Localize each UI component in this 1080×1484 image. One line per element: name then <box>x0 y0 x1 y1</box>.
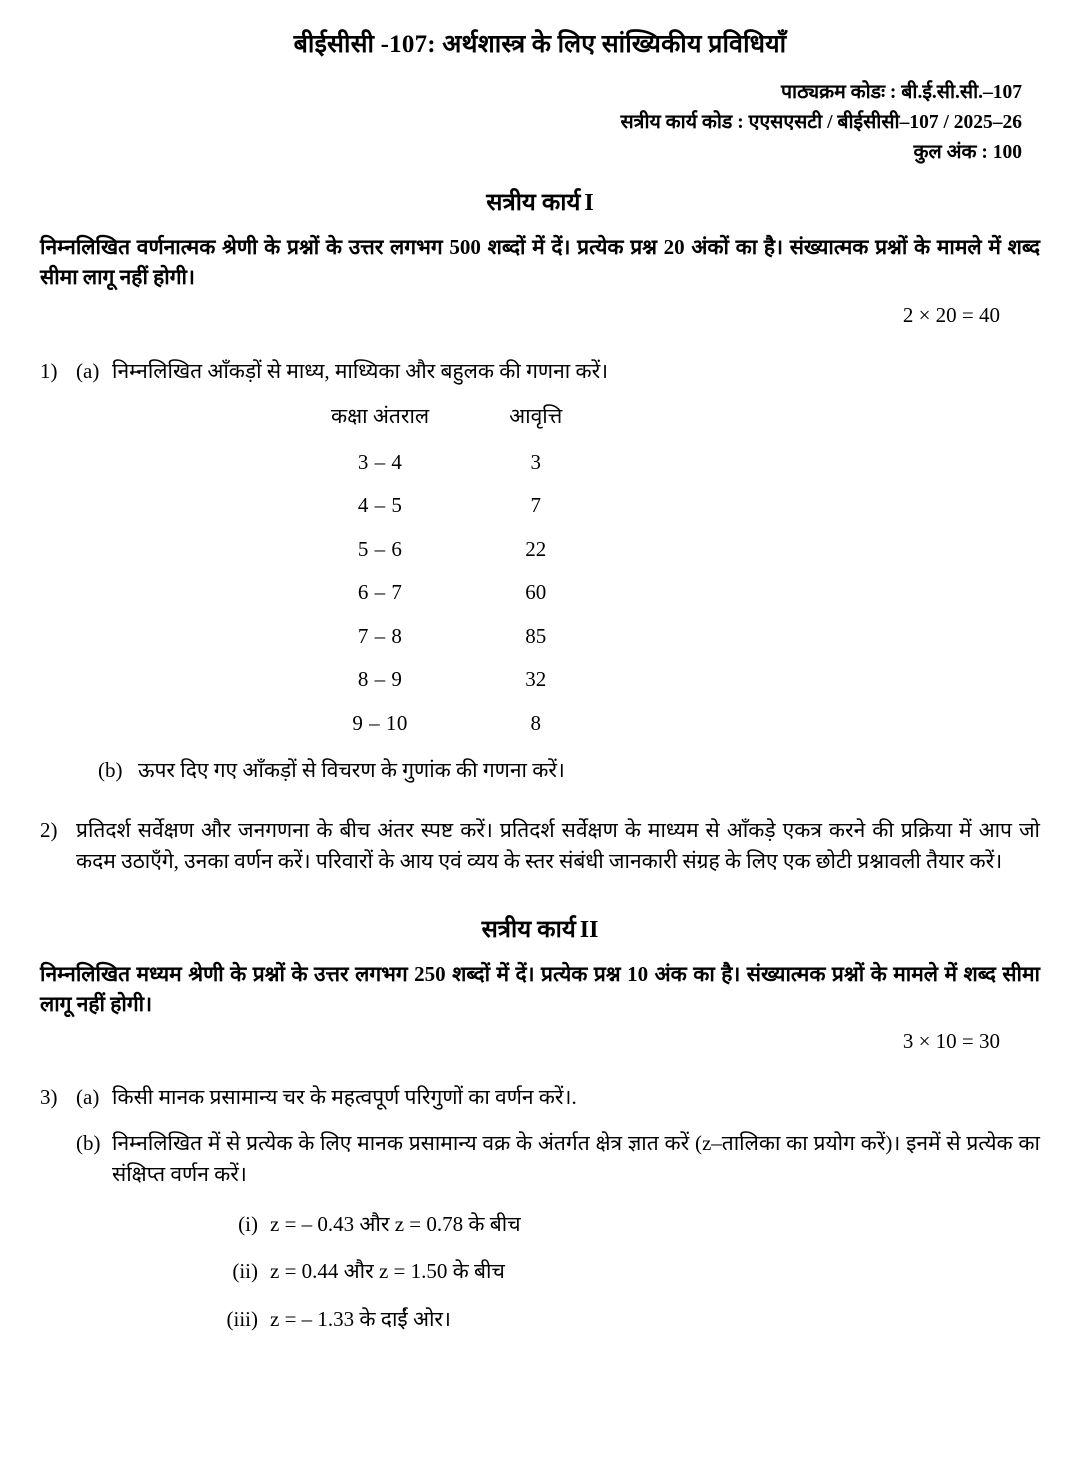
cell-class-interval: 6 – 7 <box>357 580 403 605</box>
cell-frequency: 8 <box>530 710 541 735</box>
question-3-number: 3) <box>40 1085 58 1110</box>
question-1 <box>40 356 1040 787</box>
table-row <box>291 441 602 485</box>
question-1-body <box>76 356 1040 787</box>
table-row <box>291 615 602 659</box>
question-2 <box>40 815 1040 878</box>
question-1-part-a-text: निम्नलिखित आँकड़ों से माध्य, माध्यिका और बहुलक की गणना करें। <box>112 358 609 383</box>
table-row <box>291 702 602 746</box>
cell-frequency: 22 <box>525 536 547 561</box>
question-3-part-a-label: (a) <box>76 1085 100 1110</box>
cell-frequency: 3 <box>530 449 541 474</box>
section-2-heading <box>40 912 1040 945</box>
cell-frequency: 32 <box>525 667 547 692</box>
section-2-roman: II <box>579 916 599 943</box>
question-1-number: 1) <box>40 358 58 383</box>
table-row <box>291 658 602 702</box>
frequency-table <box>291 399 602 745</box>
cell-class-interval: 3 – 4 <box>357 449 403 474</box>
table-header-class-interval: कक्षा अंतराल <box>331 404 430 429</box>
question-3-body <box>76 1082 1040 1351</box>
section-1-heading-text: सत्रीय कार्य <box>486 189 581 216</box>
question-1-part-b <box>98 755 1040 787</box>
page-title: बीईसीसी -107: अर्थशास्त्र के लिए सांख्यिकीय प्रविधियाँ <box>293 31 787 58</box>
section-2-instruction: निम्नलिखित मध्यम श्रेणी के प्रश्नों के उत्तर लगभग 250 शब्दों में दें। प्रत्येक प्रश्न 10 अंक का है। संख्यात्मक प्रश्नों के मामले में शब्द सीमा लागू नहीं होगी। <box>40 961 1040 1016</box>
roman-index: (ii) <box>232 1259 258 1284</box>
roman-index: (i) <box>238 1211 258 1236</box>
table-row <box>291 528 602 572</box>
table-row <box>291 571 602 615</box>
roman-text: z = – 1.33 के दाईं ओर। <box>270 1306 451 1331</box>
section-1-heading <box>40 185 1040 218</box>
cell-frequency: 60 <box>525 580 547 605</box>
course-meta-block <box>40 78 1022 169</box>
cell-class-interval: 7 – 8 <box>357 623 403 648</box>
cell-class-interval: 9 – 10 <box>352 710 408 735</box>
course-code: पाठ्यक्रम कोडः : बी.ई.सी.सी.–107 <box>780 82 1022 103</box>
roman-text: z = – 0.43 और z = 0.78 के बीच <box>270 1211 521 1236</box>
question-3-part-b-label: (b) <box>76 1130 101 1155</box>
question-1-part-b-text: ऊपर दिए गए आँकड़ों से विचरण के गुणांक की गणना करें। <box>138 758 565 783</box>
cell-class-interval: 4 – 5 <box>357 493 403 518</box>
list-item <box>206 1256 1040 1288</box>
roman-index: (iii) <box>226 1306 258 1331</box>
roman-text: z = 0.44 और z = 1.50 के बीच <box>270 1259 505 1284</box>
question-3-part-b-text: निम्नलिखित में से प्रत्येक के लिए मानक प्रसामान्य वक्र के अंतर्गत क्षेत्र ज्ञात करें (z–तालिका का प्रयोग करें)। इनमें से प्रत्येक का संक्षिप्त वर्णन करें। <box>112 1130 1040 1187</box>
table-row <box>291 484 602 528</box>
list-item <box>206 1209 1040 1241</box>
question-1-part-a <box>76 356 1040 388</box>
question-3-roman-list <box>206 1209 1040 1336</box>
question-3-part-b <box>76 1128 1040 1191</box>
question-2-text: प्रतिदर्श सर्वेक्षण और जनगणना के बीच अंतर स्पष्ट करें। प्रतिदर्श सर्वेक्षण के माध्यम से आँकड़े एकत्र करने की प्रक्रिया में आप जो कदम उठाएँगे, उनका वर्णन करें। परिवारों के आय एवं व्यय के स्तर संबंधी जानकारी संग्रह के लिए एक छोटी प्रश्नावली तैयार करें। <box>76 817 1040 874</box>
section-2-heading-text: सत्रीय कार्य <box>481 916 576 943</box>
list-item <box>206 1304 1040 1336</box>
question-1-part-a-label: (a) <box>76 358 100 383</box>
question-3-part-a-text: किसी मानक प्रसामान्य चर के महत्वपूर्ण परिगुणों का वर्णन करें।. <box>112 1085 577 1110</box>
question-3-part-a <box>76 1082 1040 1114</box>
section-1-roman: I <box>584 189 594 216</box>
question-1-part-b-label: (b) <box>98 758 123 783</box>
question-3 <box>40 1082 1040 1351</box>
cell-class-interval: 5 – 6 <box>357 536 403 561</box>
table-header-row <box>291 399 602 441</box>
total-marks: कुल अंक : 100 <box>913 142 1022 164</box>
section-1-marks: 2 × 20 = 40 <box>902 302 1000 327</box>
cell-frequency: 85 <box>525 623 547 648</box>
section-2-marks: 3 × 10 = 30 <box>902 1029 1000 1054</box>
table-header-frequency: आवृत्ति <box>509 404 563 429</box>
cell-class-interval: 8 – 9 <box>357 667 403 692</box>
cell-frequency: 7 <box>530 493 541 518</box>
assignment-code: सत्रीय कार्य कोड : एएसएसटी / बीईसीसी–107 / 2025–26 <box>620 112 1022 134</box>
section-1-instruction: निम्नलिखित वर्णनात्मक श्रेणी के प्रश्नों के उत्तर लगभग 500 शब्दों में दें। प्रत्येक प्रश्न 20 अंकों का है। संख्यात्मक प्रश्नों के मामले में शब्द सीमा लागू नहीं होगी। <box>40 234 1040 290</box>
question-2-number: 2) <box>40 817 58 842</box>
